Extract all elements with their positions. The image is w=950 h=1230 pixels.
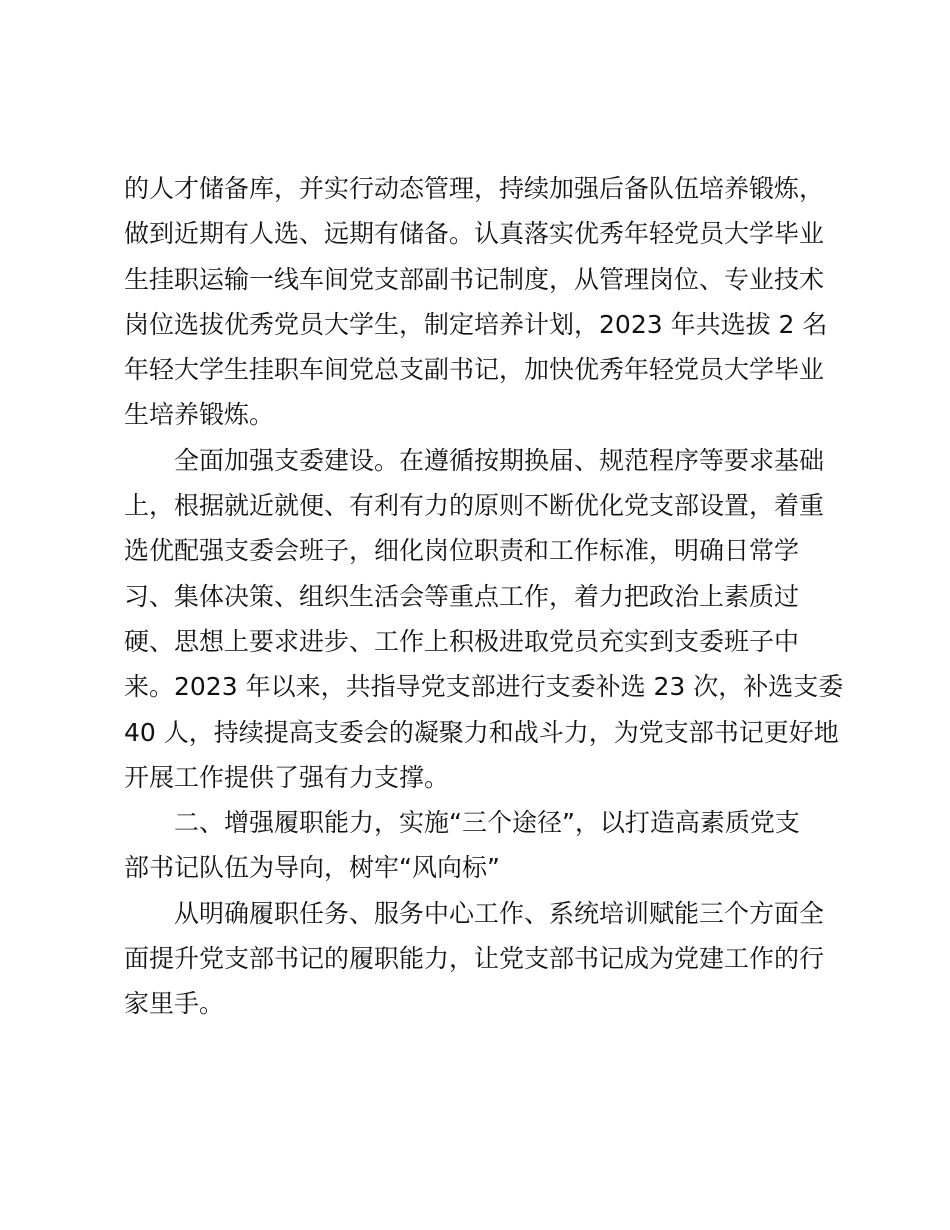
paragraph-2-line-6: 来。2023 年以来，共指导党支部进行支委补选 23 次，补选支委 <box>124 672 844 702</box>
paragraph-3-line-2: 面提升党支部书记的履职能力，让党支部书记成为党建工作的行 <box>124 944 825 974</box>
paragraph-3-line-3: 家里手。 <box>124 989 225 1019</box>
paragraph-2-line-8: 开展工作提供了强有力支撑。 <box>124 762 450 792</box>
paragraph-2-line-4: 习、集体决策、组织生活会等重点工作，着力把政治上素质过 <box>124 581 800 611</box>
paragraph-1-line-1: 的人才储备库，并实行动态管理，持续加强后备队伍培养锻炼， <box>124 174 825 203</box>
paragraph-2-line-7: 40 人，持续提高支委会的凝聚力和战斗力，为党支部书记更好地 <box>124 717 839 747</box>
paragraph-2-line-2: 上，根据就近就便、有利有力的原则不断优化党支部设置，着重 <box>124 491 825 521</box>
paragraph-3-line-1: 从明确履职任务、服务中心工作、系统培训赋能三个方面全 <box>174 898 825 928</box>
paragraph-1-line-4: 岗位选拔优秀党员大学生，制定培养计划，2023 年共选拔 2 名 <box>124 309 828 339</box>
paragraph-2-line-3: 选优配强支委会班子，细化岗位职责和工作标准，明确日常学 <box>124 536 800 566</box>
document-body <box>124 166 844 1027</box>
paragraph-1-line-3: 生挂职运输一线车间党支部副书记制度，从管理岗位、专业技术 <box>124 264 825 294</box>
paragraph-1-line-2: 做到近期有人选、远期有储备。认真落实优秀年轻党员大学毕业 <box>124 219 825 249</box>
section-heading-line-2: 部书记队伍为导向，树牢“风向标” <box>124 853 500 883</box>
paragraph-1-line-6: 生培养锻炼。 <box>124 400 275 430</box>
paragraph-2-line-1: 全面加强支委建设。在遵循按期换届、规范程序等要求基础 <box>174 445 825 475</box>
paragraph-2-line-5: 硬、思想上要求进步、工作上积极进取党员充实到支委班子中 <box>124 626 800 656</box>
paragraph-1-line-5: 年轻大学生挂职车间党总支副书记，加快优秀年轻党员大学毕业 <box>124 355 825 385</box>
section-heading-line-1: 二、增强履职能力，实施“三个途径”，以打造高素质党支 <box>174 808 800 838</box>
